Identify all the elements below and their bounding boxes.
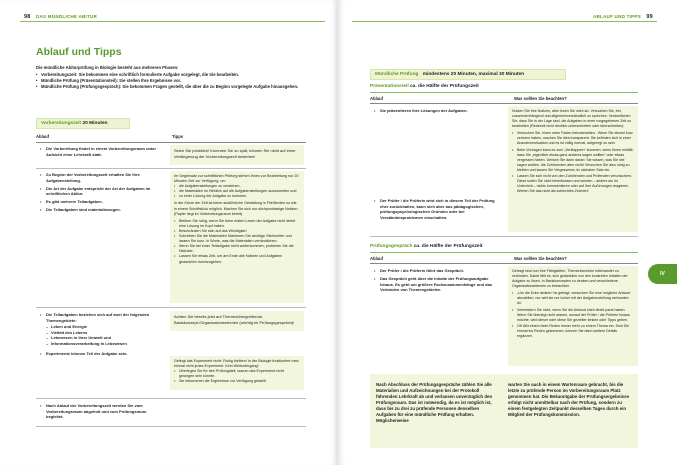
prep-time-box: [36, 118, 130, 129]
section-conversation-heading: Prüfungsgespräch ca. die Hälfte der Prüfungszeit: [370, 244, 483, 249]
intro-text: Die mündliche Abiturprüfung in Biologie besteht aus mehreren Phasen:: [36, 65, 179, 70]
col-beachten: Was sollten Sie beachten?: [514, 96, 567, 101]
right-top-rule: [352, 21, 657, 22]
intro-item: • Vorbereitungszeit: Sie bekommen eine schriftlich formulierte Aufgabe vorgelegt, die Sie bearbeiten.: [36, 72, 240, 77]
tip-cell: Achten Sie bereits jetzt auf Themenübergreifende, Basiskonzept-/Organisationsebenen (wichtig im Prüfungsgespräch)!: [170, 311, 304, 331]
intro-block: [36, 65, 301, 90]
section-presentation-heading: Präsentationsteil ca. die Hälfte der Prüfungszeit: [370, 84, 479, 89]
left-top-rule: [20, 21, 325, 22]
right-running-head: [593, 14, 657, 20]
chapter-tab-label: IV: [660, 271, 665, 277]
col-ablauf: Ablauf: [36, 134, 50, 139]
header-rule: [36, 142, 306, 143]
row-rule: [36, 307, 306, 308]
table-row: • Die Vorbereitung findet in einem Vorbereitungsraum unter Aufsicht einer Lehrkraft statt.: [40, 146, 157, 157]
left-page: [0, 0, 338, 465]
table-row: • Zu Beginn der Vorbereitungszeit erhalten Sie Ihre Aufgabenstellung. • Die Art der Aufgabe entspricht der Art der Aufgaben im schriftlichen Abitur. • Es gibt mehrere Teilaufgaben. • Die Teilaufgaben sind materialbezogen.: [40, 172, 151, 213]
closing-note-right: warten Sie auch in einem Wartenraum gebracht, bis die letzte zu prüfende Person im Vorbereitungsraum Platz genommen hat. Die Bekanntgabe der Prüfungsergebnisse erfolgt nicht unmittelbar nach der Prüfung, sondern zu einem festgelegten Zeitpunkt desselben Tages durch ein Mitglied der Prüfungskommission.: [508, 382, 630, 417]
header-rule-right: [370, 103, 638, 104]
table-row: • Die Teilaufgaben beziehen sich auf zwei der folgenden Themengebiete: – Leben und Energie – Vielfalt des Lebens – Lebewesen in ihrer Umwelt und – Informationsverarbeitung in Lebewesen • Experimente können Teil der Aufgabe sein.: [40, 312, 150, 356]
col-ablauf-right-2: Ablauf: [370, 256, 384, 261]
page-title: Ablauf und Tipps: [36, 46, 122, 58]
row-rule: [36, 168, 306, 169]
left-running-head: [20, 14, 97, 20]
row-rule: [36, 426, 306, 427]
chapter-tab: [648, 264, 677, 284]
table-row: • Der Prüfer / die Prüferin führt das Gespräch. • Das Gespräch geht über die Inhalte der Prüfungsaufgabe hinaus. Es geht um größere Fachzusammenhänge und das Verbinden von Themengebieten: [374, 268, 493, 293]
section-rule: [370, 92, 638, 93]
intro-item: • Mündliche Prüfung (Präsentationsteil): Sie stellen Ihre Ergebnisse vor.: [36, 78, 182, 83]
left-running-title: DAS MÜNDLICHE ABITUR: [36, 14, 98, 19]
oral-exam-label: Mündliche Prüfung: [375, 72, 419, 77]
col-tipps: Tipps: [172, 134, 184, 139]
right-running-title: ABLAUF UND TIPPS: [593, 14, 641, 19]
table-row: • Der Prüfer / die Prüferin wird sich in diesem Teil der Prüfung eher zurückhalten, kann sich aber aus pädagogischen, prüfungspsychologischen Gründen oder bei Verständnisproblemen einschalten.: [374, 198, 495, 220]
tip-cell: Gefragt sind nun Ihre Fähigkeiten, Themenbereiche miteinander zu verbinden. Dabei fällt es, sich gedanklich von den konkreten Inhalten der Aufgabe zu lösen, in Basiskonzepten zu denken und verschiedene Organisationsebenen zu betrachten. • „Um die Ecke denken“ ist gefragt, versuchen Sie eine mögliche Antwort abzuleiten, nur weil sie nur locker mit der Aufgabenstellung verbunden ist. • Verheddern Sie nicht, wenn Sie die Antwort nicht direkt parat haben. Wenn Sie überlegt nicht wissen, worauf der Prüfer / die Prüferin hinaus möchte, wird dieser oder diese Sie gezielter lenken oder Tipps geben. • Oft läßt einem beim Reden immer mehr zu einem Thema ein. Sind Sie einmal ins Reden gekommen, können Sie dann weitere Details ergänzen.: [508, 266, 638, 366]
header-rule-right-2: [370, 263, 638, 264]
col-ablauf-right: Ablauf: [370, 96, 384, 101]
col-beachten-2: Was sollten Sie beachten?: [514, 256, 567, 261]
table-row: • Sie präsentieren Ihre Lösungen der Aufgaben.: [374, 108, 468, 113]
tip-cell: Im Gegensatz zur schriftlichen Prüfung stehen Ihnen zur Bearbeitung nur 20 Minuten Zeit zur Verfügung, um • die Aufgabenstellungen zu verstehen, • die Materialien im Hinblick auf die Aufgabenstellungen auszuwerten und • zu einer Lösung der Aufgabe zu kommen. In der Kürze der Zeit ist keine ausführliche Gestaltung in Fließtexten so wie in einem Schriftstück möglich. Machen Sie sich nur stichpunktartige Notizen (Papier liegt im Vorbereitungsraum bereit). • Bleiben Sie ruhig, wenn Sie beim ersten Lesen der Aufgabe nicht direkt eine Lösung im Kopf haben. • Beschränken Sie sich auf das Wichtigste! • Schreiben Sie die Materialien Markieren Sie wichtige Stichwörter und lassen Sie kurz. In Worte, was die Materialien verdeutlichen. • Wenn Sie bei einer Teilaufgabe nicht weiterkommen, probieren Sie die Nächste. • Lassen Sie etwas Zeit, um am Ende alle Notizen und Aufgaben gedanklich durchzugehen.: [170, 171, 304, 303]
row-rule: [36, 398, 306, 399]
right-page-number: 99: [646, 14, 653, 20]
tip-cell: Seien Sie pünktlich! Kommen Sie zu spät, können Sie nicht auf einer Verlängerung der Vorbereitungszeit bestehen!: [170, 145, 304, 165]
oral-exam-box: [370, 69, 566, 80]
row-rule: [370, 236, 638, 237]
closing-note-left: Nach Abschluss der Prüfungsgespräche zählen Sie alle Materialien und Aufzeichnungen bei der Protokoll führenden Lehrkraft ab und verlassen unverzüglich den Prüfungsraum. Das ist notwendig, da es ist möglich ist, dass bis zu drei zu prüfende Personen denselben Aufgaben für eine mündliche Prüfung erhalten. Möglicherweise: [376, 382, 493, 423]
prep-time-label: Vorbereitungszeit: [41, 121, 82, 126]
intro-item: • Mündliche Prüfung (Prüfungsgespräch): Sie bekommen Fragen gestellt, die über die zu Beginn vorgelegte Aufgabe hinausgehen.: [36, 84, 299, 89]
tip-cell: Gelingt das Experiment nicht: Ruhig bleiben! In der Biologie funktioniert man einmal nicht jedes Experiment. Kein Weltuntergang! • Überlegen Sie für den Prüfungsteil, warum das Experiment nicht gelungen sein könnte. • Sie bekommen die Ergebnisse zur Verfügung gestellt.: [170, 356, 304, 390]
oral-exam-value: mindestens 20 Minuten, maximal 30 Minuten: [422, 72, 525, 77]
tip-cell: Nutzen Sie Ihre Notizen, aber lesen Sie nicht ab. Versuchen Sie, frei, zusammenhängend und allgemeinverständlich zu sprechen. Verdeutlichen Sie, dass Sie in der Lage sind, die Aufgaben in einer vorgegebenen Zeit zu bearbeiten (Redezeit nicht deutlich unterschreiten oder überschreiten). • Versuchen Sie, einen roten Faden beizubehalten - Wenn Sie diesen kurz verloren haben, machen Sie dies transparent. Sie befinden sich in einer Ausnahmesituation und es ist völlig normal, aufgeregt zu sein. • Beim Vortragen kann es zum „Verklappern“ kommen, wenn Ihnen einfällt, dass Sie „eigentlich etwas ganz anderes sagen wollten“ oder etwas vergessen haben. Denken Sie dann daran: Sie wissen, was Sie wie sagen wollten, die Zuhörenden aber nicht! Versuchen Sie also ruhig zu bleiben und lassen Sie Vergessenes im nächsten Satz ein. • Lassen Sie sich nicht von den Zuhörenden und Prüfenden verunsichern. Diese sollen Sie nicht beeinflussen und werden – anders als im Unterricht – nichts kommentieren oder auf Ihre Äußerungen reagieren. Werten Sie das nicht als schlechtes Zeichen!: [508, 106, 638, 232]
left-page-number: 98: [24, 14, 31, 20]
prep-time-value: 20 Minuten: [82, 121, 108, 126]
section-rule: [370, 252, 638, 253]
table-row: • Nach Ablauf der Vorbereitungszeit werden Sie vom Vorbereitungsraum abgeholt und zum Prüfungsraum begleitet.: [40, 403, 147, 420]
